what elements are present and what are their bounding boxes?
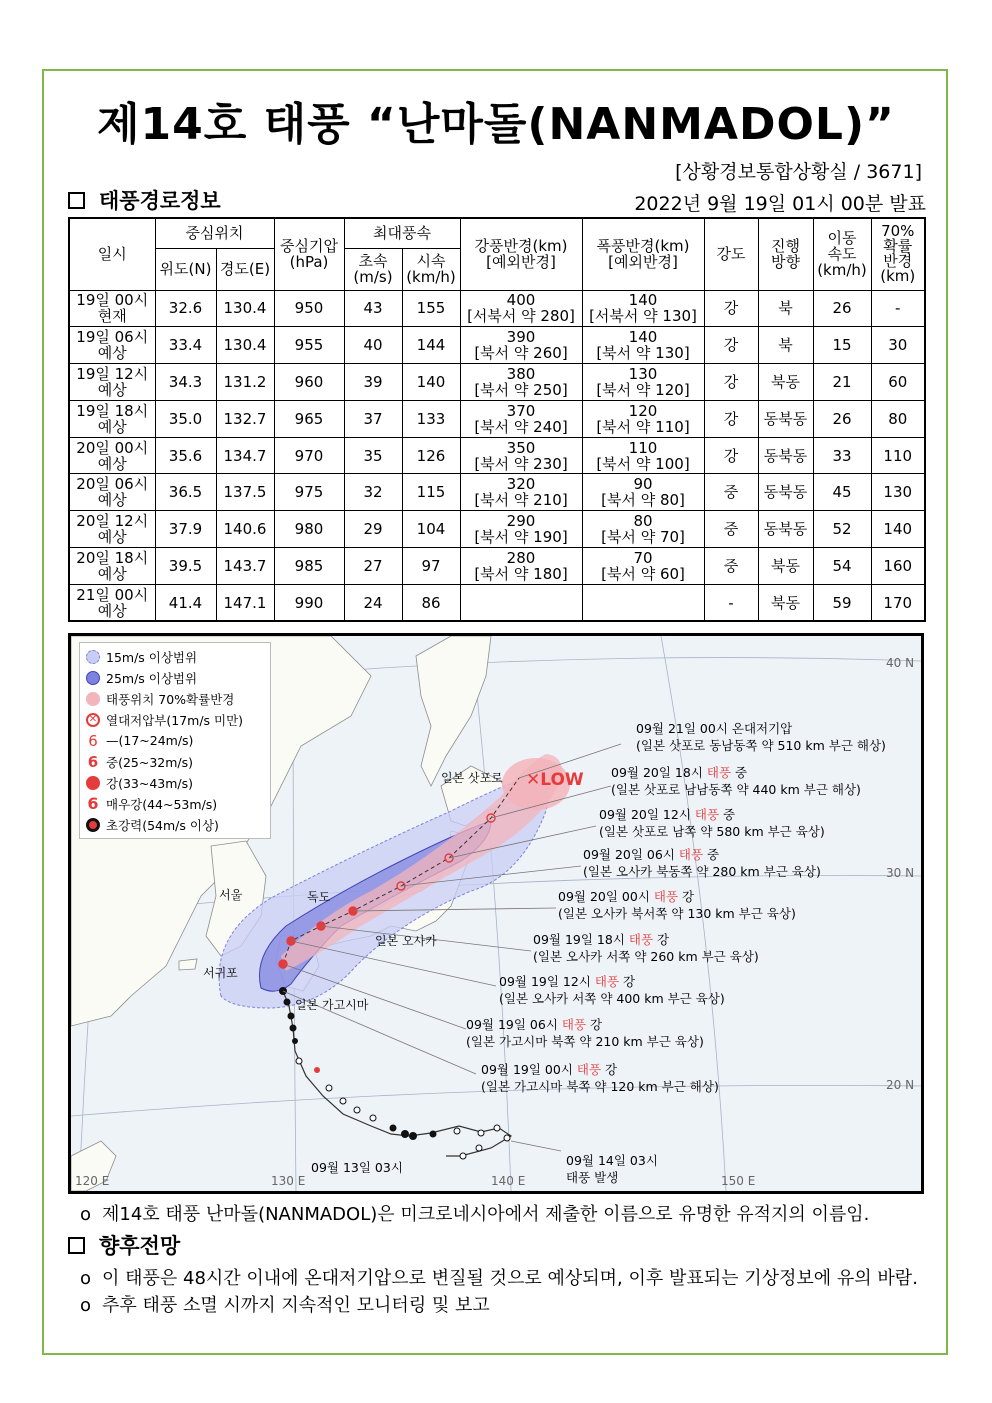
medium-typhoon-icon: 6	[87, 752, 99, 771]
row-datetime: 19일 00시 현재	[69, 290, 155, 327]
row-storm-radius: 70 [북서 약 60]	[582, 548, 704, 585]
pink-circle-icon	[86, 692, 100, 706]
row-wind-kmh: 115	[402, 474, 460, 511]
header-storm: 폭풍반경(km) [예외반경]	[582, 218, 704, 290]
row-wind-kmh: 140	[402, 364, 460, 401]
page-title: 제14호 태풍 “난마돌(NANMADOL)”	[97, 99, 895, 150]
very-strong-typhoon-icon: 6	[87, 793, 99, 813]
legend-item: 태풍위치 70%확률반경	[86, 688, 264, 709]
track-annotation: 09월 20일 06시 태풍 중 (일본 오사카 북동쪽 약 280 km 부근 육상)	[583, 847, 821, 879]
row-pressure: 965	[274, 400, 344, 437]
row-storm-radius: 80 [북서 약 70]	[582, 511, 704, 548]
row-intensity: 중	[704, 474, 758, 511]
row-datetime: 20일 18시 예상	[69, 548, 155, 585]
track-annotation: 09월 21일 00시 온대저기압 (일본 삿포로 동남동쪽 약 510 km 부근 해상)	[636, 721, 886, 753]
row-speed: 59	[813, 584, 871, 621]
row-wind-kmh: 126	[402, 437, 460, 474]
row-intensity: 강	[704, 437, 758, 474]
header-datetime: 일시	[69, 218, 155, 290]
row-lat: 41.4	[155, 584, 216, 621]
header-lon: 경도(E)	[216, 248, 274, 290]
row-speed: 26	[813, 400, 871, 437]
row-pressure: 950	[274, 290, 344, 327]
section-track-heading	[68, 185, 221, 215]
row-datetime: 19일 06시 예상	[69, 327, 155, 364]
place-osaka: 일본 오사카	[375, 934, 437, 948]
row-lon: 140.6	[216, 511, 274, 548]
row-lat: 35.6	[155, 437, 216, 474]
row-pressure: 985	[274, 548, 344, 585]
header-ms: 초속 (m/s)	[344, 248, 402, 290]
row-wind-kmh: 133	[402, 400, 460, 437]
super-typhoon-icon	[86, 818, 100, 832]
map-legend	[79, 642, 271, 839]
row-gale-radius: 400 [서북서 약 280]	[460, 290, 582, 327]
track-annotation: 09월 20일 00시 태풍 강 (일본 오사카 북서쪽 약 130 km 부근 육상)	[558, 889, 796, 921]
section-outlook-heading	[68, 1230, 180, 1260]
row-datetime: 21일 00시 예상	[69, 584, 155, 621]
row-storm-radius: 120 [북서 약 110]	[582, 400, 704, 437]
legend-item: 강(33~43m/s)	[86, 772, 264, 793]
row-gale-radius: 320 [북서 약 210]	[460, 474, 582, 511]
row-wind-ms: 32	[344, 474, 402, 511]
legend-item: 6 중(25~32m/s)	[87, 752, 194, 771]
header-probability: 70% 확률 반경 (km)	[871, 218, 925, 290]
header-pressure: 중심기압 (hPa)	[274, 218, 344, 290]
table-row	[69, 327, 925, 364]
table-row	[69, 437, 925, 474]
place-kagoshima: 일본 가고시마	[295, 998, 369, 1012]
row-direction: 북	[758, 290, 813, 327]
row-lon: 130.4	[216, 327, 274, 364]
track-start-label: 09월 13일 03시	[311, 1160, 403, 1175]
outlook-item: o 이 태풍은 48시간 이내에 온대저기압으로 변질될 것으로 예상되며, 이후 발표되는 기상정보에 유의 바람.	[80, 1268, 918, 1289]
row-lat: 33.4	[155, 327, 216, 364]
checkbox-icon	[68, 1237, 85, 1254]
section-outlook-label: 향후전망	[99, 1234, 181, 1258]
row-wind-ms: 24	[344, 584, 402, 621]
checkbox-icon	[68, 192, 85, 209]
table-row	[69, 548, 925, 585]
row-datetime: 20일 12시 예상	[69, 511, 155, 548]
row-lat: 32.6	[155, 290, 216, 327]
row-direction: 동북동	[758, 474, 813, 511]
dark-circle-icon	[86, 671, 100, 685]
row-lat: 37.9	[155, 511, 216, 548]
header-speed: 이동 속도 (km/h)	[813, 218, 871, 290]
row-direction: 동북동	[758, 511, 813, 548]
row-intensity: 강	[704, 400, 758, 437]
legend-item: 25m/s 이상범위	[86, 667, 264, 688]
row-intensity: 강	[704, 290, 758, 327]
row-wind-ms: 35	[344, 437, 402, 474]
row-intensity: -	[704, 584, 758, 621]
row-probability: 30	[871, 327, 925, 364]
lat-tick: 30 N	[886, 866, 915, 880]
track-annotation: 09월 20일 12시 태풍 중 (일본 삿포로 남쪽 약 580 km 부근 육상)	[599, 807, 825, 839]
row-gale-radius: 390 [북서 약 260]	[460, 327, 582, 364]
row-storm-radius: 140 [북서 약 130]	[582, 327, 704, 364]
row-gale-radius: 350 [북서 약 230]	[460, 437, 582, 474]
row-lon: 134.7	[216, 437, 274, 474]
department-label: [상황경보통합상황실 / 3671]	[675, 161, 922, 183]
row-datetime: 20일 00시 예상	[69, 437, 155, 474]
genesis-label: 09월 14일 03시 태풍 발생	[566, 1153, 658, 1185]
row-wind-ms: 29	[344, 511, 402, 548]
lat-tick: 20 N	[886, 1078, 915, 1092]
track-annotation: 09월 19일 00시 태풍 강 (일본 가고시마 북쪽 약 120 km 부근 해상)	[481, 1062, 719, 1094]
lon-tick: 130 E	[271, 1174, 306, 1188]
low-icon: ✕	[86, 713, 100, 727]
row-wind-kmh: 97	[402, 548, 460, 585]
legend-item: 15m/s 이상범위	[86, 646, 264, 667]
row-gale-radius: 380 [북서 약 250]	[460, 364, 582, 401]
row-gale-radius: 370 [북서 약 240]	[460, 400, 582, 437]
row-probability: 80	[871, 400, 925, 437]
name-note: o 제14호 태풍 난마돌(NANMADOL)은 미크로네시아에서 제출한 이름으로 유명한 유적지의 이름임.	[80, 1204, 870, 1225]
place-seogwipo: 서귀포	[203, 966, 238, 980]
row-direction: 북동	[758, 584, 813, 621]
row-probability: 60	[871, 364, 925, 401]
table-row	[69, 364, 925, 401]
legend-item: 6 —(17~24m/s)	[86, 730, 264, 751]
lon-tick: 120 E	[75, 1174, 110, 1188]
table-row	[69, 400, 925, 437]
row-wind-ms: 37	[344, 400, 402, 437]
row-pressure: 990	[274, 584, 344, 621]
place-sapporo: 일본 삿포로	[441, 771, 503, 785]
track-table	[68, 217, 926, 622]
typhoon-track-map	[68, 633, 924, 1194]
row-wind-ms: 43	[344, 290, 402, 327]
header-kmh: 시속 (km/h)	[402, 248, 460, 290]
row-pressure: 955	[274, 327, 344, 364]
place-dokdo: 독도	[307, 890, 331, 904]
row-lat: 34.3	[155, 364, 216, 401]
row-storm-radius: 140 [서북서 약 130]	[582, 290, 704, 327]
section-track-label: 태풍경로정보	[99, 189, 221, 213]
row-gale-radius: 290 [북서 약 190]	[460, 511, 582, 548]
track-annotation: 09월 20일 18시 태풍 중 (일본 삿포로 남남동쪽 약 440 km 부근 해상)	[611, 765, 861, 797]
header-maxwind: 최대풍속	[344, 218, 460, 248]
strong-typhoon-icon	[86, 776, 100, 790]
table-row	[69, 511, 925, 548]
row-probability: 170	[871, 584, 925, 621]
lon-tick: 150 E	[721, 1174, 756, 1188]
row-lat: 35.0	[155, 400, 216, 437]
issued-time: 2022년 9월 19일 01시 00분 발표	[634, 193, 926, 215]
table-row	[69, 474, 925, 511]
row-pressure: 980	[274, 511, 344, 548]
row-wind-kmh: 155	[402, 290, 460, 327]
row-speed: 45	[813, 474, 871, 511]
row-datetime: 19일 12시 예상	[69, 364, 155, 401]
row-wind-kmh: 104	[402, 511, 460, 548]
row-wind-ms: 27	[344, 548, 402, 585]
row-wind-kmh: 86	[402, 584, 460, 621]
row-speed: 15	[813, 327, 871, 364]
row-lon: 132.7	[216, 400, 274, 437]
header-lat: 위도(N)	[155, 248, 216, 290]
legend-item: ✕ 열대저압부(17m/s 미만)	[86, 709, 264, 730]
track-table-body	[69, 290, 925, 621]
row-datetime: 19일 18시 예상	[69, 400, 155, 437]
row-datetime: 20일 06시 예상	[69, 474, 155, 511]
row-lon: 137.5	[216, 474, 274, 511]
row-storm-radius: 130 [북서 약 120]	[582, 364, 704, 401]
light-circle-icon	[86, 650, 100, 664]
row-intensity: 중	[704, 511, 758, 548]
row-gale-radius: 280 [북서 약 180]	[460, 548, 582, 585]
row-lon: 147.1	[216, 584, 274, 621]
track-annotation: 09월 19일 12시 태풍 강 (일본 오사카 서쪽 약 400 km 부근 육상)	[499, 974, 725, 1006]
row-speed: 54	[813, 548, 871, 585]
row-probability: 140	[871, 511, 925, 548]
row-pressure: 975	[274, 474, 344, 511]
row-speed: 26	[813, 290, 871, 327]
row-speed: 52	[813, 511, 871, 548]
header-intensity: 강도	[704, 218, 758, 290]
lon-tick: 140 E	[491, 1174, 526, 1188]
table-row	[69, 584, 925, 621]
row-speed: 33	[813, 437, 871, 474]
row-probability: 110	[871, 437, 925, 474]
row-intensity: 중	[704, 548, 758, 585]
table-row	[69, 290, 925, 327]
legend-item: 6 매우강(44~53m/s)	[87, 793, 218, 813]
row-direction: 북	[758, 327, 813, 364]
row-direction: 동북동	[758, 400, 813, 437]
row-pressure: 970	[274, 437, 344, 474]
outlook-item: o 추후 태풍 소멸 시까지 지속적인 모니터링 및 보고	[80, 1295, 490, 1316]
row-storm-radius	[582, 584, 704, 621]
row-gale-radius	[460, 584, 582, 621]
low-marker: ✕LOW	[526, 770, 584, 790]
row-speed: 21	[813, 364, 871, 401]
header-gale: 강풍반경(km) [예외반경]	[460, 218, 582, 290]
track-annotation: 09월 19일 06시 태풍 강 (일본 가고시마 북쪽 약 210 km 부근 육상)	[466, 1017, 704, 1049]
place-seoul: 서울	[219, 888, 243, 902]
row-direction: 동북동	[758, 437, 813, 474]
row-probability: -	[871, 290, 925, 327]
row-storm-radius: 110 [북서 약 100]	[582, 437, 704, 474]
row-intensity: 강	[704, 327, 758, 364]
weak-typhoon-icon: 6	[88, 731, 98, 750]
row-lat: 39.5	[155, 548, 216, 585]
row-pressure: 960	[274, 364, 344, 401]
row-direction: 북동	[758, 364, 813, 401]
row-storm-radius: 90 [북서 약 80]	[582, 474, 704, 511]
lat-tick: 40 N	[886, 656, 915, 670]
row-intensity: 강	[704, 364, 758, 401]
legend-item: 초강력(54m/s 이상)	[86, 814, 264, 835]
row-lon: 131.2	[216, 364, 274, 401]
row-probability: 160	[871, 548, 925, 585]
row-probability: 130	[871, 474, 925, 511]
row-lat: 36.5	[155, 474, 216, 511]
row-direction: 북동	[758, 548, 813, 585]
header-center: 중심위치	[155, 218, 274, 248]
row-wind-ms: 40	[344, 327, 402, 364]
header-direction: 진행 방향	[758, 218, 813, 290]
track-annotation: 09월 19일 18시 태풍 강 (일본 오사카 서쪽 약 260 km 부근 육상)	[533, 932, 759, 964]
row-wind-kmh: 144	[402, 327, 460, 364]
row-lon: 143.7	[216, 548, 274, 585]
row-lon: 130.4	[216, 290, 274, 327]
row-wind-ms: 39	[344, 364, 402, 401]
